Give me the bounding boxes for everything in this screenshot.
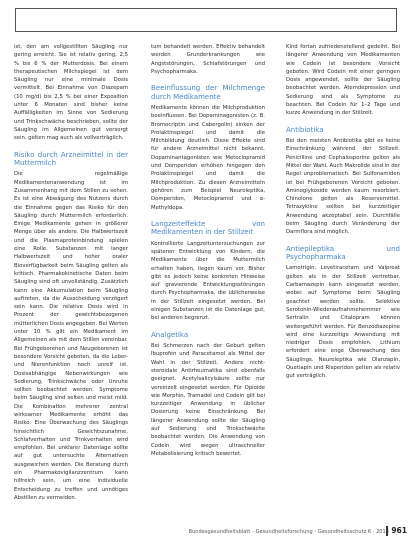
body-paragraph: Kontrollierte Langzeituntersuchungen zur späteren Entwicklung von Kindern, die Medikamente über die Muttermilch erhalten haben, liegen kaum vor. Bisher gibt es jedoch keine konkreten Hinweise auf gravierende Entwicklungsstörungen durch Psychopharmaka, die üblicherweise in der Stillzeit eingesetzt werden. Bei einigen Substanzen ist die Datenlage gut, bei anderen begrenzt. bbox=[151, 240, 265, 322]
section-heading: Risiko durch Arzneimittel in der Muttermilch bbox=[14, 150, 128, 167]
body-paragraph: Medikamente können die Milchproduktion beeinflussen. Bei Dopaminagonisten (z. B. Bromocriptin und Cabergolin) sinken der Prolaktinspiegel und damit die Milchbildung deutlich. Diese Effekte sind für andere Arzneimittel nicht bekannt. Dopaminantagonisten wie Metoclopramid und Domperidon erhöhen hingegen den Prolaktinspiegel und damit die Milchproduktion. Zu diesen Arzneimitteln gehören zum Beispiel Neuroleptika, Domperidon, Metoclopramid und α-Methyldopa. bbox=[151, 105, 265, 211]
section-heading: Beeinflussung der Milchmenge durch Medikamente bbox=[151, 84, 265, 101]
section-heading: Antibiotika bbox=[286, 125, 324, 134]
journal-footer: Bundesgesundheitsblatt - Gesundheitsforschung - Gesundheitsschutz 6 · 2016 bbox=[188, 529, 389, 535]
body-paragraph: tum behandelt werden. Effektiv behandelt werden Grunderkrankungen wie Angststörungen, Schlafstörungen und Psychopharmaka. bbox=[151, 44, 265, 75]
page-number: 961 bbox=[386, 526, 407, 536]
body-paragraph: Kind fortan zufriedenstellend gedeiht. Bei längerer Anwendung von Medikamenten wie Codein ist besondere Vorsicht geboten. Wird Codein mit einer geringen Dosis angewendet, sollte der Säugling beobachtet werden. Atemdepression und Sedierung sind als Symptome zu beachten. Bei Codein für 1–2 Tage und kurze Anwendung in der Stillzeit. bbox=[286, 44, 400, 117]
section-heading: Langzeiteffekte von Medikamenten in der Stillzeit bbox=[151, 219, 265, 237]
text-column-3 bbox=[286, 43, 400, 521]
header-frame bbox=[15, 8, 397, 32]
text-column-2 bbox=[151, 43, 265, 521]
body-paragraph: ist, den am vollgestillten Säugling nur gering erreicht. Sie ist relativ gering, 2,5 % bis 6 % der Mutterdosis. Bei einem therapeutischen Milchspiegel ist dem Säugling nur eine minimale Dosis vermittelt. Bei Einnahme von Diazepam (10 mg/d) bis 2,5 % bei einer Exposition unter 6 Monaten sind bisher keine Auffälligkeiten im Sinne von Sedierung und Trinkschwäche beschrieben, sollte der Säugling im Allgemeinen gut versorgt sein. gelten mag auch als vollverträglich. bbox=[14, 44, 128, 142]
body-paragraph: Bei den meisten Antibiotika gibt es keine Einschränkung während der Stillzeit. Penicilline und Cephalosporine gelten als Mittel der Wahl. Auch Makrolide sind in der Regel unproblematisch. Bei Sulfonamiden ist bei Frühgeborenen Vorsicht geboten. Aminoglykoside werden kaum resorbiert. Chinolone gelten als Reservemittel. Tetrazykline sollten bei kurzzeitiger Anwendung akzeptabel sein. Durchfälle beim Säugling durch Veränderung der Darmflora sind möglich. bbox=[286, 138, 400, 236]
section-heading: Analgetika bbox=[151, 330, 189, 339]
body-paragraph: Bei Schmerzen nach der Geburt gelten Ibuprofen und Paracetamol als Mittel der Wahl in der Stillzeit. Andere nicht-steroidale Antirheumatika sind ebenfalls geeignet. Acetylsalicylsäure sollte nur vereinzelt eingesetzt werden. Für Opioide wie Morphin, Tramadol und Codein gilt bei kurzzeitiger Anwendung in üblicher Dosierung keine Einschränkung. Bei längerer Anwendung sollte der Säugling auf Sedierung und Trinkschwäche beobachtet werden. Die Anwendung von Codein wird wegen ultraschneller Metabolisierung kritisch bewertet. bbox=[151, 343, 265, 457]
body-paragraph: Lamotrigin, Levetiracetam und Valproat gelten als in der Stillzeit vertretbar. Carbamazepin kann eingesetzt werden, wobei auf Symptome beim Säugling geachtet werden sollte. Selektive Serotonin-Wiederaufnahmehemmer wie Sertralin und Citalopram können weitergeführt werden. Für Benzodiazepine wird eine kurzzeitige Anwendung mit niedriger Dosis empfohlen. Lithium erfordert eine enge Überwachung des Säuglings. Neuroleptika wie Olanzapin, Quetiapin und Risperidon gelten als relativ gut verträglich. bbox=[286, 265, 400, 380]
section-heading: Antiepileptika und Psychopharmaka bbox=[286, 244, 400, 262]
text-column-1 bbox=[14, 43, 128, 521]
body-paragraph: Die regelmäßige Medikamentenanwendung ist im Zusammenhang mit dem Stillen zu sehen. Es ist eine Abwägung des Nutzens durch die Einnahme gegen das Risiko für den Säugling durch Muttermilch erforderlich. Einige Medikamente gehen in größerer Menge über als andere. Die Halbwertszeit und die Plasmaproteinbindung spielen eine Rolle. Substanzen mit langer Halbwertszeit und hoher oraler Bioverfügbarkeit beim Säugling gelten als kritisch. Pharmakokinetische Daten beim Säugling sind oft unvollständig. Zusätzlich kann eine Akkumulation beim Säugling auftreten, da die Ausscheidung verzögert sein kann. Die relative Dosis wird in Prozent der gewichtsbezogenen mütterlichen Dosis angegeben. Bei Werten unter 10 % gilt ein Medikament im Allgemeinen als mit dem Stillen vereinbar. Bei Frühgeborenen und Neugeborenen ist besondere Vorsicht geboten, da die Leber- und Nierenfunktion noch unreif ist. Dosisabhängige Nebenwirkungen wie Sedierung, Trinkschwäche oder Unruhe sollten beobachtet werden. Symptome beim Säugling sind selten und meist mild. Die Kombination mehrerer zentral wirksamer Medikamente erhöht das Risiko. Eine Überwachung des Säuglings hinsichtlich Gewichtszunahme, Schlafverhalten und Trinkverhalten wird empfohlen. Bei unklarer Datenlage sollte auf gut untersuchte Alternativen ausgewichen werden. Die Beratung durch ein Pharmakovigilanzzentrum kann hilfreich sein, um eine individuelle Entscheidung zu treffen und unnötiges Abstillen zu vermeiden. bbox=[14, 171, 128, 501]
